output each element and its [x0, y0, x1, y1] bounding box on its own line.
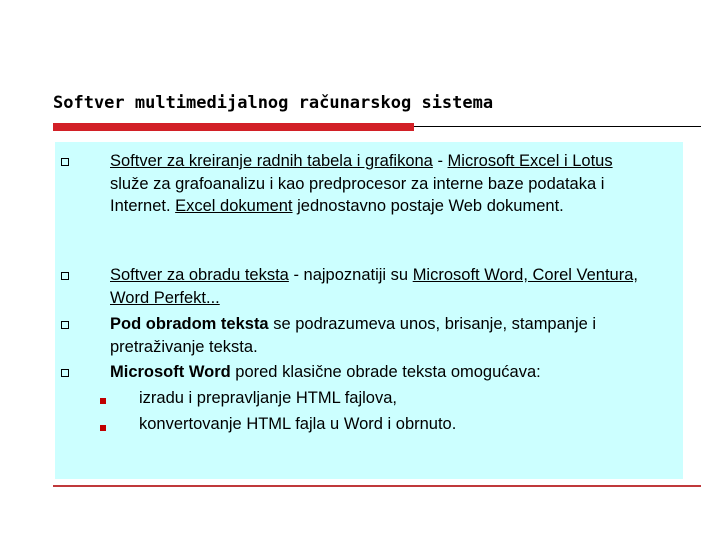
link-excel-lotus[interactable]: Microsoft Excel i Lotus — [447, 152, 613, 170]
paragraph-word-processing — [110, 264, 655, 309]
paragraph-text: služe za grafoanalizu i kao predprocesor za interne baze podataka i Internet. — [110, 174, 605, 215]
link-text-processing-software[interactable]: Softver za obradu teksta — [110, 266, 289, 284]
filled-square-bullet-icon — [100, 425, 106, 431]
square-bullet-icon — [61, 272, 69, 280]
paragraph-text: se podrazumeva unos, brisanje, stampanje i pretraživanje teksta. — [110, 315, 597, 356]
title-accent-bar — [53, 123, 414, 131]
paragraph-text: pored klasične obrade teksta omogućava: — [230, 363, 541, 381]
slide-title: Softver multimedijalnog računarskog sistema — [53, 93, 494, 113]
paragraph-ms-word — [110, 361, 655, 384]
link-excel-document[interactable]: Excel dokument — [175, 197, 293, 215]
filled-square-bullet-icon — [100, 398, 106, 404]
square-bullet-icon — [61, 158, 69, 166]
square-bullet-icon — [61, 321, 69, 329]
link-word-processors[interactable]: Microsoft Word, Corel Ventura, Word Perfekt... — [110, 266, 638, 307]
square-bullet-icon — [61, 369, 69, 377]
bold-term: Pod obradom teksta — [110, 315, 269, 333]
footer-divider — [53, 485, 701, 487]
link-spreadsheet-software[interactable]: Softver za kreiranje radnih tabela i grafikona — [110, 152, 433, 170]
bold-term: Microsoft Word — [110, 363, 231, 381]
paragraph-text: - — [432, 152, 448, 170]
sub-list-item: izradu i prepravljanje HTML fajlova, — [139, 389, 397, 407]
sub-list-item: konvertovanje HTML fajla u Word i obrnuto. — [139, 415, 457, 433]
paragraph-text: - najpoznatiji su — [288, 266, 413, 284]
paragraph-excel — [110, 150, 655, 218]
paragraph-text-editing — [110, 313, 655, 358]
paragraph-text: jednostavno postaje Web dokument. — [292, 197, 564, 215]
